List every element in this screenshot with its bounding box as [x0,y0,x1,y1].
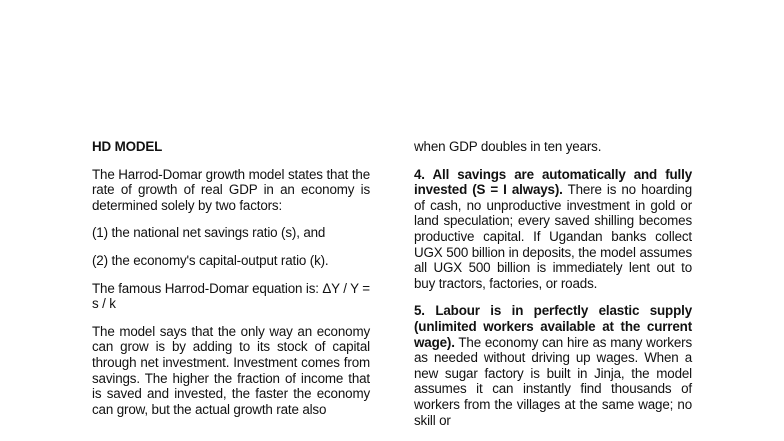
left-column [92,139,370,429]
assumption-4-body: There is no hoarding of cash, no unproductive investment in gold or land speculation; every saved shilling becomes productive capital. If Ugandan banks collect UGX 500 billion in deposits, the model assumes all UGX 500 billion is immediately lent out to buy tractors, factories, or roads. [414,182,692,291]
factor-1-paragraph: (1) the national net savings ratio (s), and [92,225,326,241]
section-heading: HD MODEL [92,139,163,154]
equation-paragraph: The famous Harrod-Domar equation is: ΔY / Y = s / k [92,280,370,312]
assumption-5-body: The economy can hire as many workers as needed without driving up wages. When a new sugar factory is built in Jinja, the model assumes it can instantly find thousands of workers from the villages at the same wage; no skill or [414,334,692,428]
factor-2-paragraph: (2) the economy's capital-output ratio (k). [92,252,329,268]
right-column [414,139,692,440]
continuation-paragraph: when GDP doubles in ten years. [414,139,602,154]
assumption-4-paragraph [414,167,692,292]
model-explanation-paragraph: The model says that the only way an economy can grow is by adding to its stock of capital through net investment. Investment comes from savings. The higher the fraction of income that is saved and invested, the faster the economy can grow, but the actual growth rate also [92,323,370,417]
intro-paragraph: The Harrod-Domar growth model states that the rate of growth of real GDP in an economy is determined solely by two factors: [92,166,370,213]
assumption-5-title: 5. Labour is in perfectly elastic supply (unlimited workers available at the current wage). [414,303,692,350]
assumption-4-title: 4. All savings are automatically and fully invested (S = I always). [414,166,692,198]
assumption-5-paragraph [414,303,692,428]
